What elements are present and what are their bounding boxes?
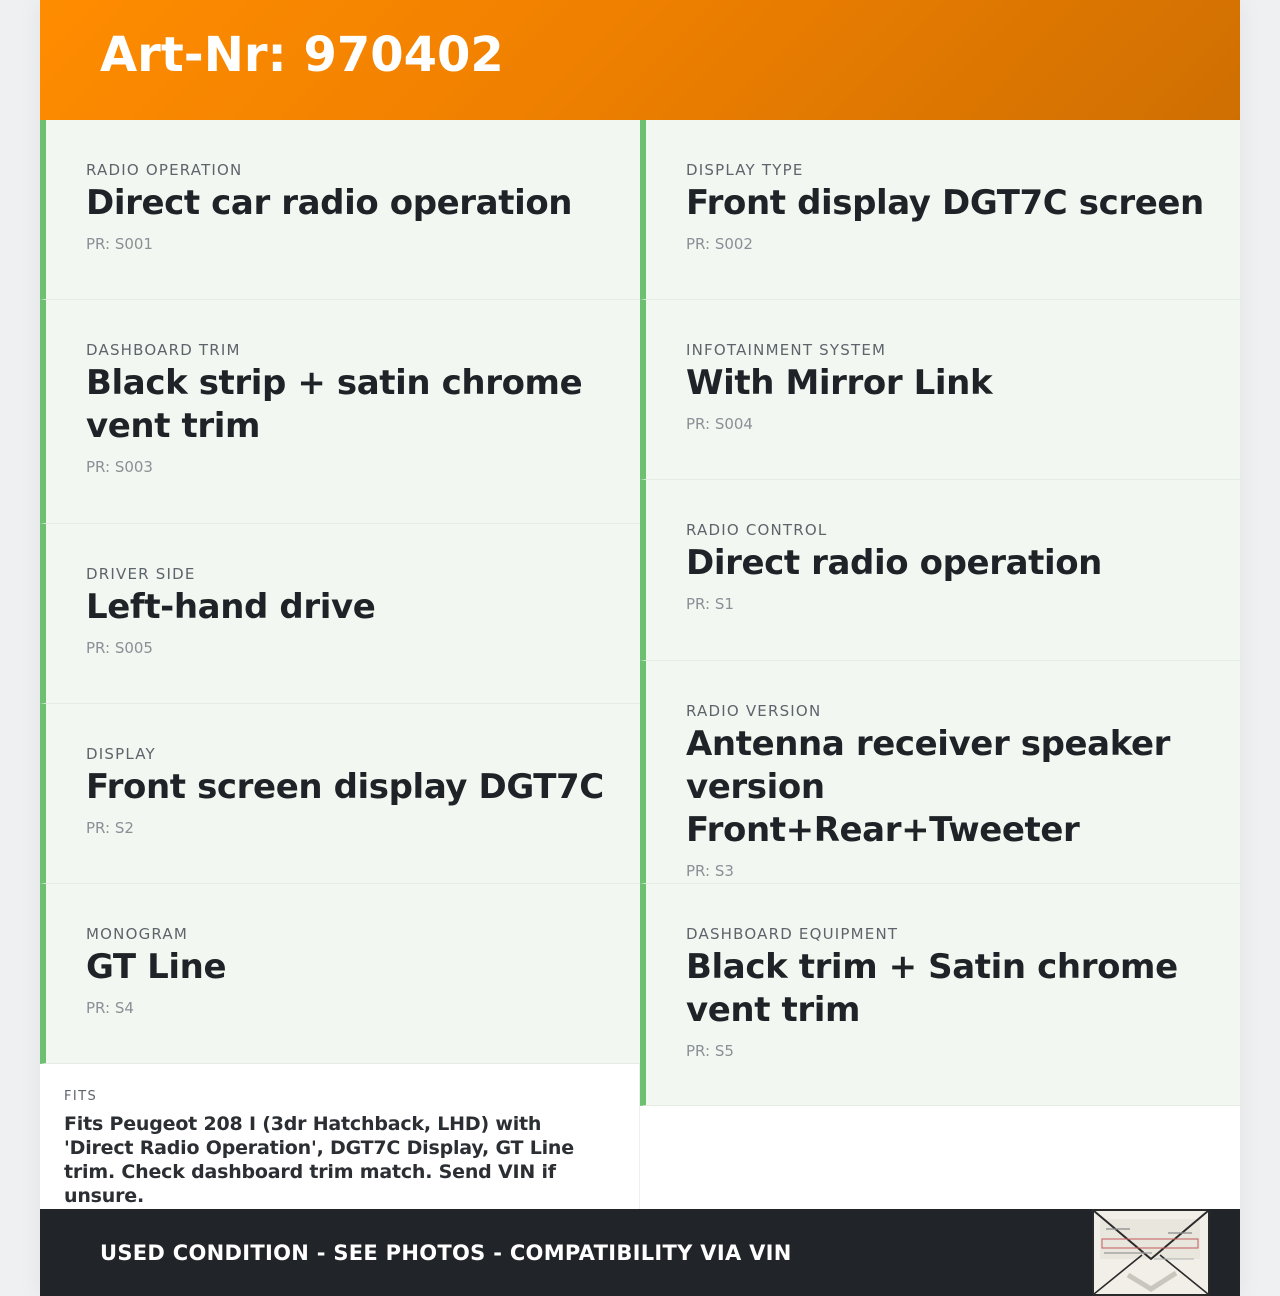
spec-label: MONOGRAM xyxy=(86,925,189,943)
spec-pr-code: PR: S005 xyxy=(86,639,153,657)
spec-value: Direct radio operation xyxy=(686,543,1102,583)
condition-notice: USED CONDITION - SEE PHOTOS - COMPATIBILITY VIA VIN xyxy=(100,1241,792,1265)
spec-label: RADIO OPERATION xyxy=(86,161,243,179)
spec-card xyxy=(40,300,640,524)
spec-label: RADIO VERSION xyxy=(686,702,822,720)
spec-pr-code: PR: S002 xyxy=(686,235,753,253)
footer-bar xyxy=(40,1209,1240,1296)
page-title: Art-Nr: 970402 xyxy=(100,27,504,83)
spec-value: With Mirror Link xyxy=(686,363,993,403)
spec-pr-code: PR: S4 xyxy=(86,999,134,1017)
spec-pr-code: PR: S2 xyxy=(86,819,134,837)
spec-value: Front display DGT7C screen xyxy=(686,183,1204,223)
left-column xyxy=(40,120,640,1064)
fitment-text: Fits Peugeot 208 I (3dr Hatchback, LHD) with 'Direct Radio Operation', DGT7C Display, GT Line trim. Check dashboard trim match. Send VIN if unsure. xyxy=(64,1113,574,1207)
spec-label: DASHBOARD EQUIPMENT xyxy=(686,925,899,943)
spec-card xyxy=(640,661,1240,884)
spec-pr-code: PR: S004 xyxy=(686,415,753,433)
spec-value: Front screen display DGT7C xyxy=(86,767,604,807)
fitment-label: FITS xyxy=(64,1089,98,1104)
right-column xyxy=(640,120,1240,1106)
header-banner xyxy=(40,0,1240,120)
spec-value: GT Line xyxy=(86,947,227,987)
spec-pr-code: PR: S5 xyxy=(686,1042,734,1060)
spec-value: Black strip + satin chrome vent trim xyxy=(86,363,583,446)
spec-pr-code: PR: S3 xyxy=(686,862,734,880)
spec-value: Left-hand drive xyxy=(86,587,376,627)
spec-card xyxy=(40,524,640,704)
spec-label: INFOTAINMENT SYSTEM xyxy=(686,341,887,359)
spec-card xyxy=(40,704,640,884)
spec-card xyxy=(640,300,1240,480)
spec-label: RADIO CONTROL xyxy=(686,521,828,539)
spec-card xyxy=(640,884,1240,1106)
spec-label: DASHBOARD TRIM xyxy=(86,341,241,359)
spec-label: DISPLAY TYPE xyxy=(686,161,804,179)
spec-sheet xyxy=(40,0,1240,1296)
spec-pr-code: PR: S001 xyxy=(86,235,153,253)
envelope-icon xyxy=(1094,1211,1208,1294)
spec-value: Direct car radio operation xyxy=(86,183,573,223)
spec-label: DISPLAY xyxy=(86,745,156,763)
part-label-thumbnail xyxy=(1092,1209,1210,1296)
spec-pr-code: PR: S1 xyxy=(686,595,734,613)
spec-card xyxy=(40,120,640,300)
spec-pr-code: PR: S003 xyxy=(86,458,153,476)
spec-card xyxy=(640,120,1240,300)
spec-card xyxy=(40,884,640,1064)
spec-value: Black trim + Satin chrome vent trim xyxy=(686,947,1178,1030)
spec-label: DRIVER SIDE xyxy=(86,565,196,583)
spec-card xyxy=(640,480,1240,661)
spec-value: Antenna receiver speaker version Front+Rear+Tweeter xyxy=(686,724,1171,850)
fitment-note xyxy=(40,1064,640,1209)
